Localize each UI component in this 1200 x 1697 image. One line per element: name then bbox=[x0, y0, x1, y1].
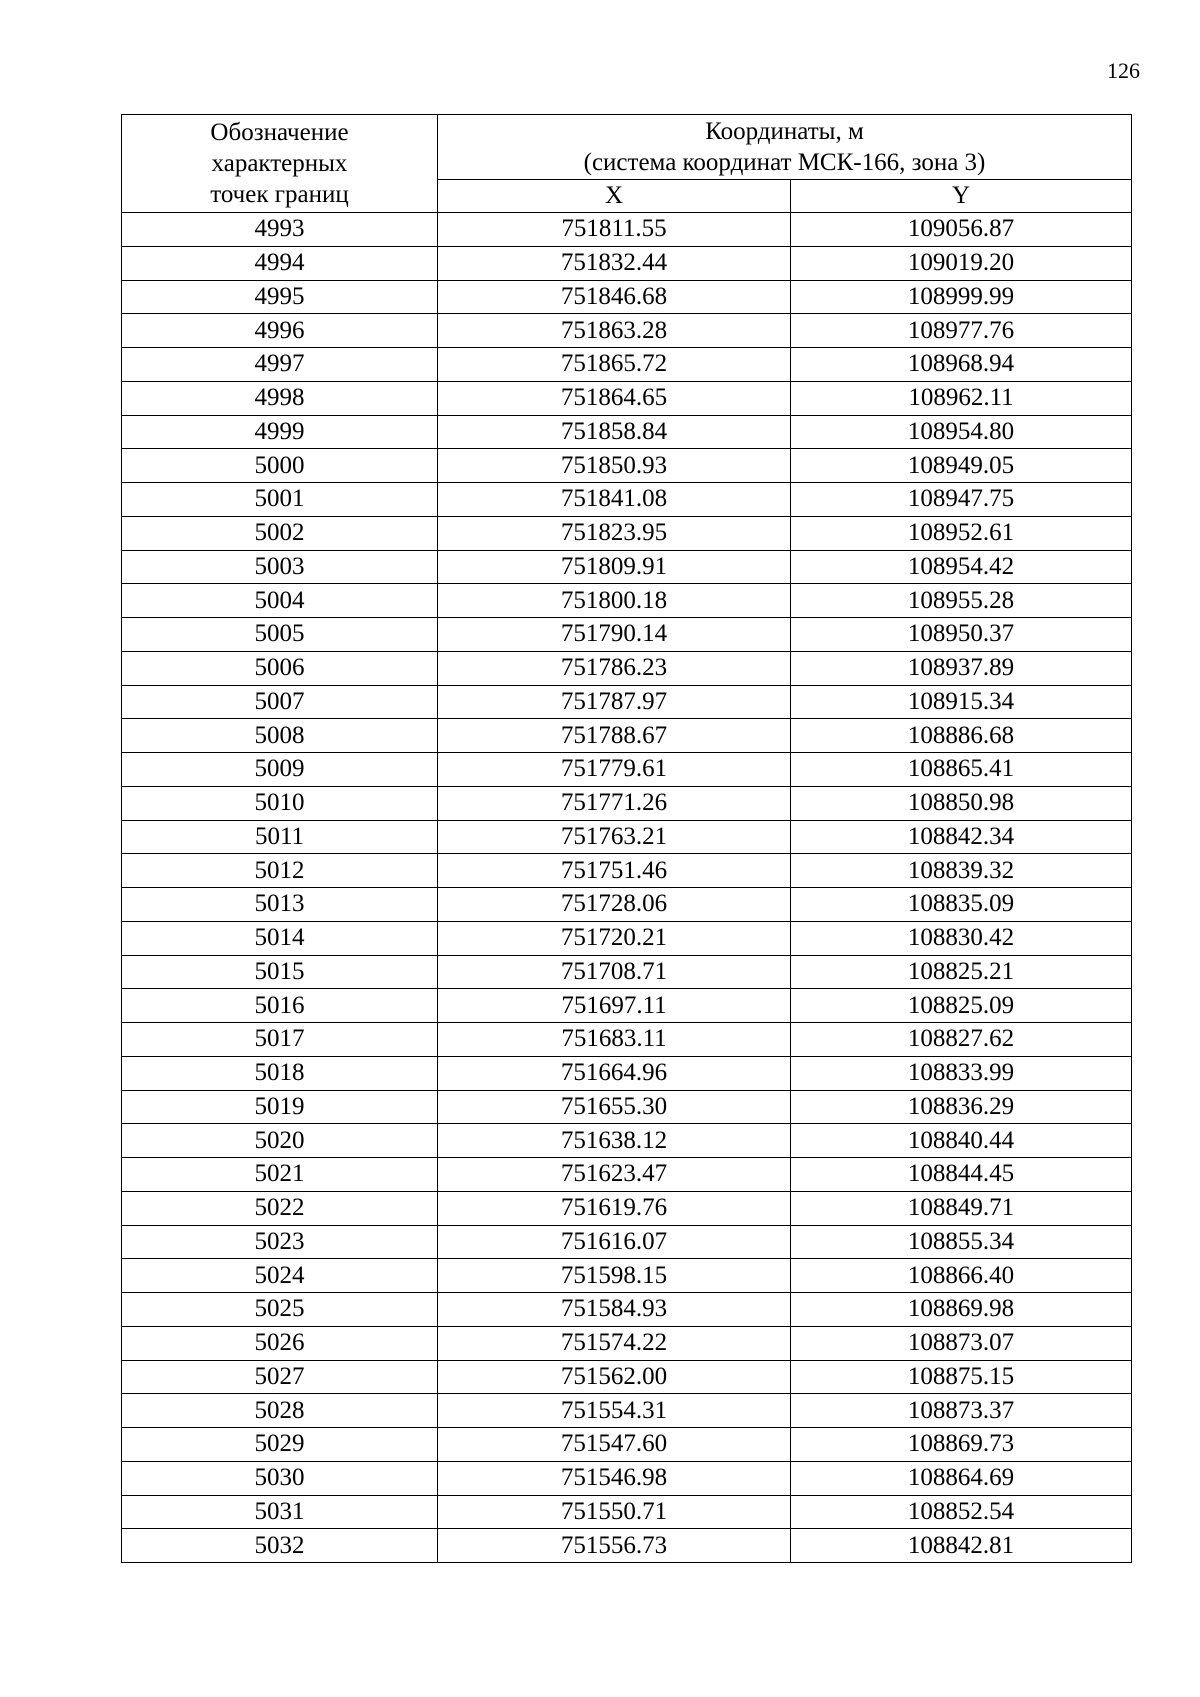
x-cell: 751619.76 bbox=[438, 1191, 791, 1225]
point-cell: 5020 bbox=[122, 1124, 438, 1158]
table-row bbox=[122, 888, 1132, 922]
table-row bbox=[122, 246, 1132, 280]
table-row bbox=[122, 1360, 1132, 1394]
point-cell: 5000 bbox=[122, 449, 438, 483]
y-cell: 108869.73 bbox=[791, 1428, 1132, 1462]
table-row bbox=[122, 955, 1132, 989]
point-cell: 5007 bbox=[122, 685, 438, 719]
point-cell: 5026 bbox=[122, 1326, 438, 1360]
point-cell: 5008 bbox=[122, 719, 438, 753]
y-cell: 108833.99 bbox=[791, 1056, 1132, 1090]
point-cell: 4994 bbox=[122, 246, 438, 280]
x-cell: 751664.96 bbox=[438, 1056, 791, 1090]
x-cell: 751751.46 bbox=[438, 854, 791, 888]
point-cell: 5003 bbox=[122, 550, 438, 584]
x-cell: 751800.18 bbox=[438, 584, 791, 618]
table-row bbox=[122, 1225, 1132, 1259]
table-row bbox=[122, 280, 1132, 314]
y-cell: 108875.15 bbox=[791, 1360, 1132, 1394]
y-cell: 108864.69 bbox=[791, 1461, 1132, 1495]
y-cell: 108836.29 bbox=[791, 1090, 1132, 1124]
x-cell: 751858.84 bbox=[438, 415, 791, 449]
table-row bbox=[122, 786, 1132, 820]
x-cell: 751562.00 bbox=[438, 1360, 791, 1394]
x-cell: 751720.21 bbox=[438, 921, 791, 955]
table-row bbox=[122, 1090, 1132, 1124]
point-cell: 5018 bbox=[122, 1056, 438, 1090]
y-cell: 108950.37 bbox=[791, 618, 1132, 652]
designation-header-line: характерных bbox=[211, 150, 348, 177]
y-cell: 108977.76 bbox=[791, 314, 1132, 348]
point-cell: 5028 bbox=[122, 1394, 438, 1428]
point-cell: 5031 bbox=[122, 1495, 438, 1529]
y-cell: 108886.68 bbox=[791, 719, 1132, 753]
table-row bbox=[122, 1124, 1132, 1158]
x-cell: 751823.95 bbox=[438, 516, 791, 550]
table-row bbox=[122, 989, 1132, 1023]
table-row bbox=[122, 348, 1132, 382]
table-row bbox=[122, 1394, 1132, 1428]
y-column-header: Y bbox=[791, 180, 1132, 213]
designation-header-line: Обозначение bbox=[210, 119, 349, 146]
coordinates-header bbox=[438, 115, 1132, 180]
x-cell: 751598.15 bbox=[438, 1259, 791, 1293]
y-cell: 108825.21 bbox=[791, 955, 1132, 989]
y-cell: 108937.89 bbox=[791, 651, 1132, 685]
point-cell: 5004 bbox=[122, 584, 438, 618]
x-cell: 751809.91 bbox=[438, 550, 791, 584]
table-row bbox=[122, 1529, 1132, 1563]
table-row bbox=[122, 719, 1132, 753]
table-row bbox=[122, 584, 1132, 618]
table-row bbox=[122, 213, 1132, 247]
point-cell: 5011 bbox=[122, 820, 438, 854]
table-row bbox=[122, 820, 1132, 854]
table-row bbox=[122, 854, 1132, 888]
x-cell: 751550.71 bbox=[438, 1495, 791, 1529]
table-row bbox=[122, 516, 1132, 550]
y-cell: 109056.87 bbox=[791, 213, 1132, 247]
coordinates-header-line: Координаты, м bbox=[705, 118, 864, 145]
point-cell: 4997 bbox=[122, 348, 438, 382]
header-row bbox=[122, 115, 1132, 180]
point-cell: 5006 bbox=[122, 651, 438, 685]
y-cell: 108842.81 bbox=[791, 1529, 1132, 1563]
designation-header bbox=[122, 115, 438, 213]
coordinates-table bbox=[121, 114, 1132, 1563]
table-row bbox=[122, 753, 1132, 787]
point-cell: 5022 bbox=[122, 1191, 438, 1225]
point-cell: 4995 bbox=[122, 280, 438, 314]
x-cell: 751850.93 bbox=[438, 449, 791, 483]
table-row bbox=[122, 1495, 1132, 1529]
point-cell: 5032 bbox=[122, 1529, 438, 1563]
x-cell: 751574.22 bbox=[438, 1326, 791, 1360]
x-cell: 751786.23 bbox=[438, 651, 791, 685]
point-cell: 5015 bbox=[122, 955, 438, 989]
point-cell: 5016 bbox=[122, 989, 438, 1023]
y-cell: 108839.32 bbox=[791, 854, 1132, 888]
table-row bbox=[122, 550, 1132, 584]
table-row bbox=[122, 314, 1132, 348]
x-cell: 751790.14 bbox=[438, 618, 791, 652]
x-column-header: X bbox=[438, 180, 791, 213]
table-row bbox=[122, 449, 1132, 483]
point-cell: 5024 bbox=[122, 1259, 438, 1293]
point-cell: 5013 bbox=[122, 888, 438, 922]
y-cell: 108968.94 bbox=[791, 348, 1132, 382]
y-cell: 108947.75 bbox=[791, 483, 1132, 517]
point-cell: 5010 bbox=[122, 786, 438, 820]
x-cell: 751779.61 bbox=[438, 753, 791, 787]
table-row bbox=[122, 381, 1132, 415]
y-cell: 108866.40 bbox=[791, 1259, 1132, 1293]
table-row bbox=[122, 1023, 1132, 1057]
table-row bbox=[122, 651, 1132, 685]
x-cell: 751865.72 bbox=[438, 348, 791, 382]
y-cell: 108850.98 bbox=[791, 786, 1132, 820]
y-cell: 108869.98 bbox=[791, 1293, 1132, 1327]
y-cell: 108962.11 bbox=[791, 381, 1132, 415]
table-row bbox=[122, 1428, 1132, 1462]
x-cell: 751787.97 bbox=[438, 685, 791, 719]
table-row bbox=[122, 415, 1132, 449]
y-cell: 108873.07 bbox=[791, 1326, 1132, 1360]
page-number: 126 bbox=[1107, 58, 1140, 83]
point-cell: 5021 bbox=[122, 1158, 438, 1192]
x-cell: 751697.11 bbox=[438, 989, 791, 1023]
x-cell: 751811.55 bbox=[438, 213, 791, 247]
x-cell: 751832.44 bbox=[438, 246, 791, 280]
point-cell: 5014 bbox=[122, 921, 438, 955]
x-cell: 751655.30 bbox=[438, 1090, 791, 1124]
designation-header-line: точек границ bbox=[210, 181, 349, 208]
table-row bbox=[122, 1461, 1132, 1495]
table-row bbox=[122, 483, 1132, 517]
y-cell: 108827.62 bbox=[791, 1023, 1132, 1057]
y-cell: 109019.20 bbox=[791, 246, 1132, 280]
point-cell: 5030 bbox=[122, 1461, 438, 1495]
x-cell: 751863.28 bbox=[438, 314, 791, 348]
point-cell: 5017 bbox=[122, 1023, 438, 1057]
point-cell: 5005 bbox=[122, 618, 438, 652]
y-cell: 108849.71 bbox=[791, 1191, 1132, 1225]
x-cell: 751763.21 bbox=[438, 820, 791, 854]
x-cell: 751728.06 bbox=[438, 888, 791, 922]
x-cell: 751788.67 bbox=[438, 719, 791, 753]
table-row bbox=[122, 1259, 1132, 1293]
y-cell: 108840.44 bbox=[791, 1124, 1132, 1158]
x-cell: 751638.12 bbox=[438, 1124, 791, 1158]
y-cell: 108855.34 bbox=[791, 1225, 1132, 1259]
point-cell: 4998 bbox=[122, 381, 438, 415]
x-cell: 751771.26 bbox=[438, 786, 791, 820]
y-cell: 108852.54 bbox=[791, 1495, 1132, 1529]
point-cell: 5019 bbox=[122, 1090, 438, 1124]
x-cell: 751864.65 bbox=[438, 381, 791, 415]
y-cell: 108865.41 bbox=[791, 753, 1132, 787]
x-cell: 751554.31 bbox=[438, 1394, 791, 1428]
table-row bbox=[122, 1293, 1132, 1327]
x-cell: 751623.47 bbox=[438, 1158, 791, 1192]
point-cell: 5012 bbox=[122, 854, 438, 888]
x-cell: 751708.71 bbox=[438, 955, 791, 989]
table-body bbox=[122, 213, 1132, 1563]
y-cell: 108915.34 bbox=[791, 685, 1132, 719]
y-cell: 108842.34 bbox=[791, 820, 1132, 854]
table-row bbox=[122, 921, 1132, 955]
y-cell: 108952.61 bbox=[791, 516, 1132, 550]
table-row bbox=[122, 618, 1132, 652]
y-cell: 108949.05 bbox=[791, 449, 1132, 483]
point-cell: 5025 bbox=[122, 1293, 438, 1327]
x-cell: 751546.98 bbox=[438, 1461, 791, 1495]
y-cell: 108955.28 bbox=[791, 584, 1132, 618]
y-cell: 108999.99 bbox=[791, 280, 1132, 314]
table-row bbox=[122, 1158, 1132, 1192]
point-cell: 5023 bbox=[122, 1225, 438, 1259]
table-row bbox=[122, 1326, 1132, 1360]
point-cell: 5001 bbox=[122, 483, 438, 517]
x-cell: 751683.11 bbox=[438, 1023, 791, 1057]
point-cell: 4999 bbox=[122, 415, 438, 449]
y-cell: 108844.45 bbox=[791, 1158, 1132, 1192]
x-cell: 751846.68 bbox=[438, 280, 791, 314]
x-cell: 751556.73 bbox=[438, 1529, 791, 1563]
x-cell: 751584.93 bbox=[438, 1293, 791, 1327]
point-cell: 4996 bbox=[122, 314, 438, 348]
y-cell: 108873.37 bbox=[791, 1394, 1132, 1428]
x-cell: 751547.60 bbox=[438, 1428, 791, 1462]
table-header bbox=[122, 115, 1132, 213]
point-cell: 5029 bbox=[122, 1428, 438, 1462]
y-cell: 108830.42 bbox=[791, 921, 1132, 955]
table-row bbox=[122, 1056, 1132, 1090]
table-row bbox=[122, 685, 1132, 719]
coordinates-header-line: (система координат МСК-166, зона 3) bbox=[583, 149, 986, 176]
y-cell: 108825.09 bbox=[791, 989, 1132, 1023]
point-cell: 5027 bbox=[122, 1360, 438, 1394]
point-cell: 5002 bbox=[122, 516, 438, 550]
point-cell: 5009 bbox=[122, 753, 438, 787]
x-cell: 751616.07 bbox=[438, 1225, 791, 1259]
y-cell: 108954.80 bbox=[791, 415, 1132, 449]
table-row bbox=[122, 1191, 1132, 1225]
y-cell: 108835.09 bbox=[791, 888, 1132, 922]
x-cell: 751841.08 bbox=[438, 483, 791, 517]
y-cell: 108954.42 bbox=[791, 550, 1132, 584]
point-cell: 4993 bbox=[122, 213, 438, 247]
